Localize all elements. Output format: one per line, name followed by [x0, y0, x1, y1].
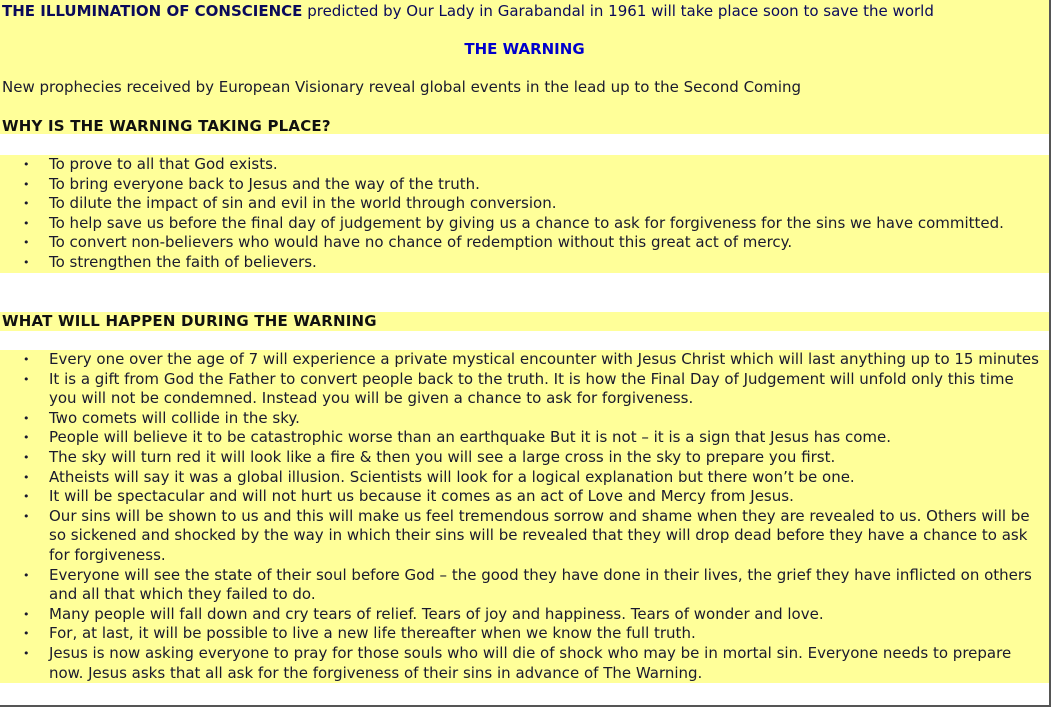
- list-item: • Many people will fall down and cry tears of relief. Tears of joy and happiness. Tears of wonder and love.: [0, 605, 1049, 625]
- bullet-icon: •: [23, 216, 30, 230]
- list-item: • Jesus is now asking everyone to pray for those souls who will die of shock who may be in mortal sin. Everyone needs to prepare now. Jesus asks that all ask for the forgiveness of their sins in advance of The Warning.: [0, 644, 1049, 683]
- list-item: • Our sins will be shown to us and this will make us feel tremendous sorrow and shame when they are revealed to us. Others will be so sickened and shocked by the way in which their sins will be revealed that they will drop dead before they have a chance to ask for forgiveness.: [0, 507, 1049, 566]
- bullet-icon: •: [23, 372, 30, 386]
- list-item: • It will be spectacular and will not hurt us because it comes as an act of Love and Mercy from Jesus.: [0, 487, 1049, 507]
- why-list: [0, 155, 1049, 273]
- bullet-icon: •: [23, 431, 30, 445]
- bullet-icon: •: [23, 450, 30, 464]
- list-item: • Atheists will say it was a global illusion. Scientists will look for a logical explanation but there won’t be one.: [0, 468, 1049, 488]
- list-item: • Two comets will collide in the sky.: [0, 409, 1049, 429]
- what-list: [0, 350, 1049, 683]
- list-item: • For, at last, it will be possible to live a new life thereafter when we know the full truth.: [0, 624, 1049, 644]
- bullet-icon: •: [23, 627, 30, 641]
- list-item: • Every one over the age of 7 will experience a private mystical encounter with Jesus Christ which will last anything up to 15 minutes: [0, 350, 1049, 370]
- bullet-icon: •: [23, 197, 30, 211]
- list-item: • The sky will turn red it will look like a fire & then you will see a large cross in the sky to prepare you first.: [0, 448, 1049, 468]
- bullet-icon: •: [23, 177, 30, 191]
- bullet-icon: •: [23, 158, 30, 171]
- page-subtitle: New prophecies received by European Visionary reveal global events in the lead up to the Second Coming: [2, 78, 802, 96]
- intro-line: [2, 2, 934, 21]
- intro-lead: THE ILLUMINATION OF CONSCIENCE: [2, 2, 303, 20]
- intro-rest: predicted by Our Lady in Garabandal in 1961 will take place soon to save the world: [302, 2, 934, 20]
- bullet-icon: •: [23, 411, 30, 425]
- page-title: THE WARNING: [464, 40, 585, 58]
- section-heading-what: WHAT WILL HAPPEN DURING THE WARNING: [2, 312, 377, 330]
- bullet-icon: •: [23, 490, 30, 504]
- list-item: • To dilute the impact of sin and evil in the world through conversion.: [0, 194, 1049, 214]
- section-heading-why: WHY IS THE WARNING TAKING PLACE?: [2, 117, 331, 135]
- list-item: • To strengthen the faith of believers.: [0, 253, 1049, 273]
- bullet-icon: •: [23, 568, 30, 582]
- list-item: • To bring everyone back to Jesus and the way of the truth.: [0, 175, 1049, 195]
- list-item: • People will believe it to be catastrophic worse than an earthquake But it is not – it is a sign that Jesus has come.: [0, 428, 1049, 448]
- bullet-icon: •: [23, 470, 30, 484]
- list-item: • It is a gift from God the Father to convert people back to the truth. It is how the Final Day of Judgement will unfold only this time you will not be condemned. Instead you will be given a chance to ask for forgiveness.: [0, 370, 1049, 409]
- bullet-icon: •: [23, 236, 30, 250]
- bullet-icon: •: [23, 255, 30, 269]
- list-item: • To prove to all that God exists.: [0, 155, 1049, 175]
- bullet-icon: •: [23, 509, 30, 523]
- bullet-icon: •: [23, 607, 30, 621]
- list-item: • Everyone will see the state of their soul before God – the good they have done in their lives, the grief they have inflicted on others and all that which they failed to do.: [0, 566, 1049, 605]
- bullet-icon: •: [23, 646, 30, 660]
- list-item: • To convert non-believers who would have no chance of redemption without this great act of mercy.: [0, 233, 1049, 253]
- bullet-icon: •: [23, 353, 30, 366]
- list-item: • To help save us before the final day of judgement by giving us a chance to ask for forgiveness for the sins we have committed.: [0, 214, 1049, 234]
